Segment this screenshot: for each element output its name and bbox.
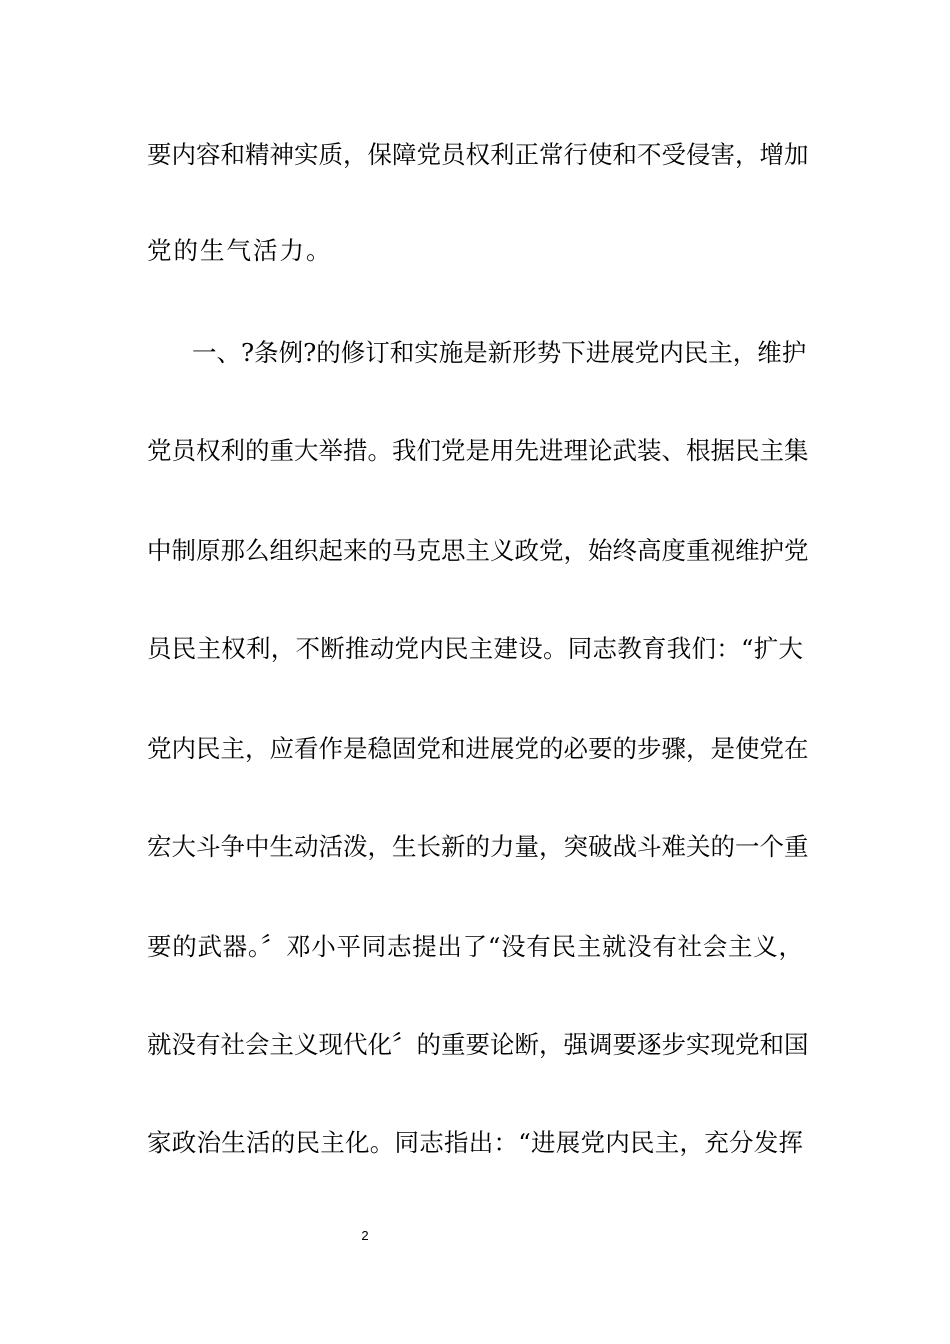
text-line: 员民主权利，不断推动党内民主建设。同志教育我们：“扩大 xyxy=(147,634,803,663)
text-line: 党内民主，应看作是稳固党和进展党的必要的步骤，是使党在 xyxy=(147,734,809,763)
section-heading-line: 一、?条例?的修订和实施是新形势下进展党内民主，维护 xyxy=(192,338,807,367)
text-line: 就没有社会主义现代化〞的重要论断，强调要逐步实现党和国 xyxy=(147,1030,809,1059)
text-line: 家政治生活的民主化。同志指出：“进展党内民主，充分发挥 xyxy=(147,1128,803,1157)
text-line: 宏大斗争中生动活泼，生长新的力量，突破战斗难关的一个重 xyxy=(147,832,809,861)
text-line: 党的生气活力。 xyxy=(147,236,333,265)
text-line: 要内容和精神实质，保障党员权利正常行使和不受侵害，增加 xyxy=(147,140,809,169)
page-number: 2 xyxy=(361,1228,369,1243)
text-line: 党员权利的重大举措。我们党是用先进理论武装、根据民主集 xyxy=(147,436,809,465)
text-line: 要的武器。〞邓小平同志提出了“没有民主就没有社会主义， xyxy=(147,932,803,961)
text-line: 中制原那么组织起来的马克思主义政党，始终高度重视维护党 xyxy=(147,536,809,565)
